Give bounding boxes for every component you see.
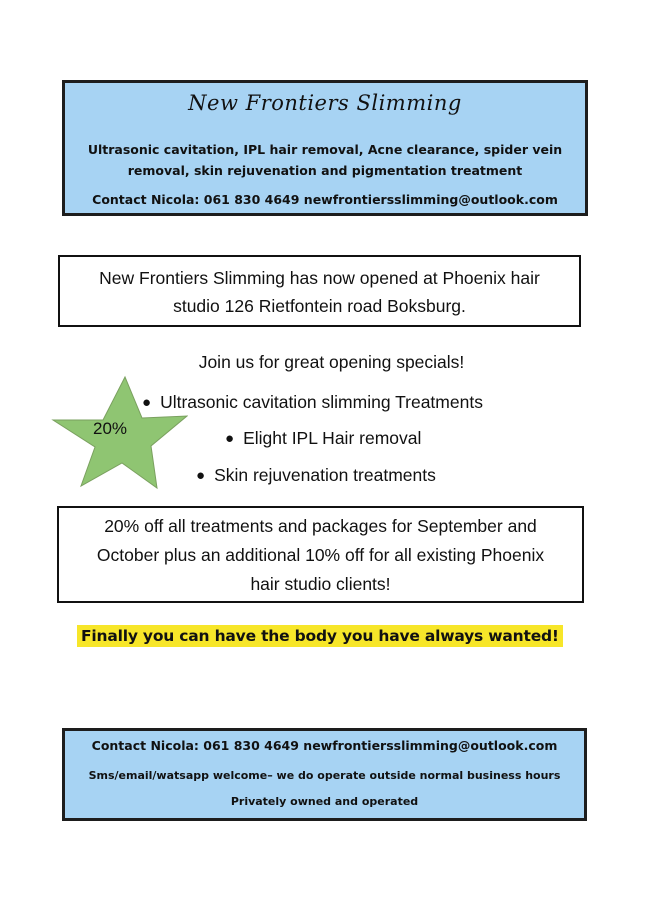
services-list (71, 139, 579, 181)
footer-box (62, 728, 587, 821)
footer-ownership: Privately owned and operated (230, 795, 419, 808)
bullet-dot-icon: ● (225, 430, 235, 447)
offer-box (57, 506, 584, 603)
offer-line-3: hair studio clients! (250, 574, 391, 594)
special-bullet-text: Skin rejuvenation treatments (214, 465, 436, 485)
header-contact: Contact Nicola: 061 830 4649 newfrontiersslimming@outlook.com (92, 192, 558, 207)
business-title: New Frontiers Slimming (188, 91, 462, 115)
bullet-dot-icon: ● (196, 467, 206, 484)
specials-heading: Join us for great opening specials! (198, 352, 465, 372)
star-discount-label: 20% (93, 419, 128, 438)
services-line-1: Ultrasonic cavitation, IPL hair removal, Acne clearance, spider vein (87, 142, 563, 157)
special-bullet-3 (196, 465, 436, 486)
offer-line-1: 20% off all treatments and packages for September and (104, 516, 537, 536)
announcement-line-2: studio 126 Rietfontein road Boksburg. (173, 296, 466, 316)
special-bullet-text: Elight IPL Hair removal (243, 428, 422, 448)
highlighted-tagline: Finally you can have the body you have always wanted! (77, 625, 563, 647)
special-bullet-2 (225, 428, 421, 449)
footer-contact-note: Sms/email/watsapp welcome– we do operate outside normal business hours (88, 769, 561, 782)
header-box (62, 80, 588, 216)
special-bullet-1 (142, 392, 483, 413)
special-bullet-text: Ultrasonic cavitation slimming Treatments (160, 392, 483, 412)
offer-line-2: October plus an additional 10% off for all existing Phoenix (96, 545, 545, 565)
announcement-box (58, 255, 581, 327)
services-line-2: removal, skin rejuvenation and pigmentation treatment (127, 163, 523, 178)
announcement-line-1: New Frontiers Slimming has now opened at Phoenix hair (99, 268, 540, 288)
bullet-dot-icon: ● (142, 394, 152, 411)
footer-contact: Contact Nicola: 061 830 4649 newfrontiersslimming@outlook.com (91, 738, 558, 753)
